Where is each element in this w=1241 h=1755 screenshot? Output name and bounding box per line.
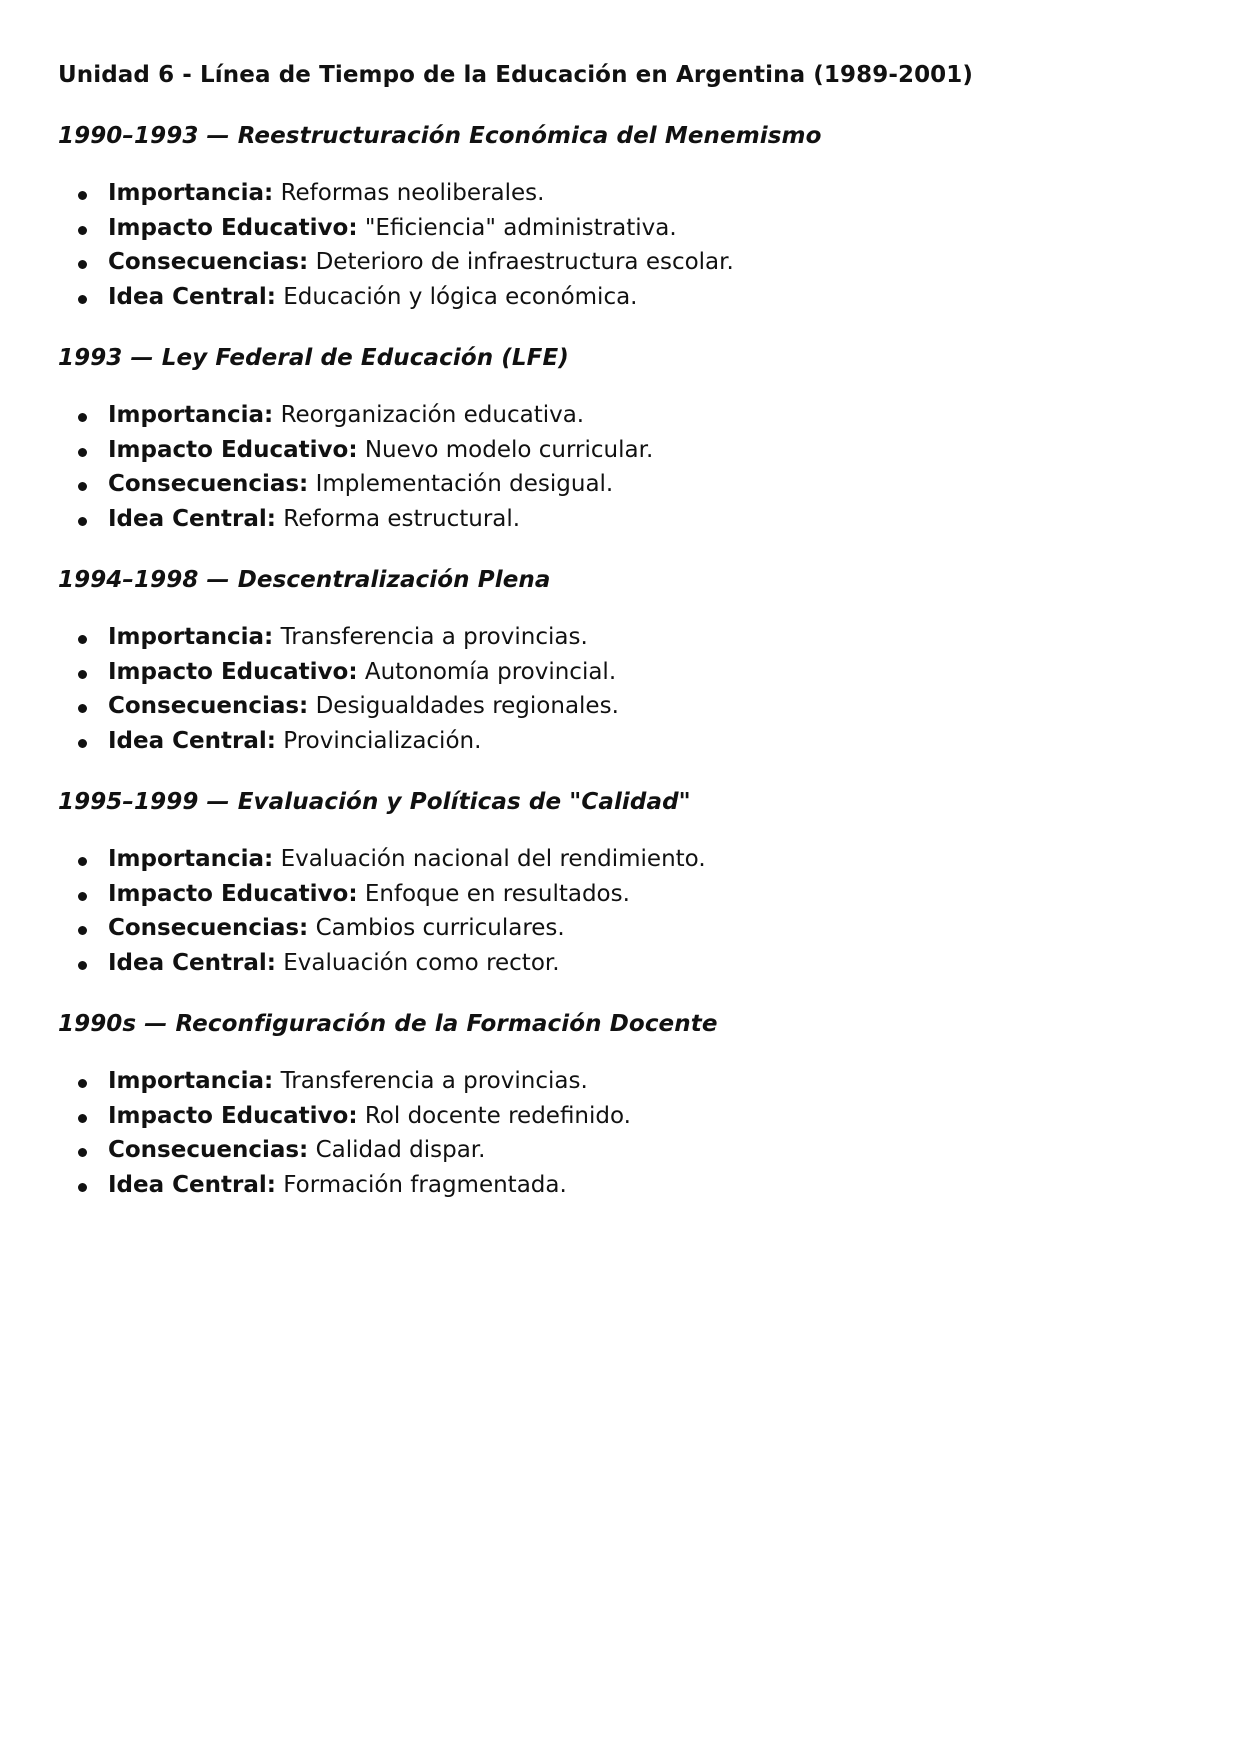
- item-text: Transferencia a provincias.: [273, 1068, 588, 1094]
- item-text: Evaluación como rector.: [275, 949, 560, 976]
- list-item: [58, 176, 1178, 211]
- list-item: [58, 842, 1178, 877]
- item-text: Autonomía provincial.: [357, 658, 617, 685]
- item-label: Importancia:: [108, 846, 274, 872]
- bullet-icon: [78, 1079, 87, 1088]
- bullet-icon: [78, 635, 87, 644]
- item-label: Importancia:: [108, 180, 274, 206]
- bullet-icon: [78, 892, 87, 901]
- item-text: Cambios curriculares.: [308, 915, 565, 941]
- list-item: [58, 467, 1178, 502]
- list-item: [58, 1133, 1178, 1168]
- item-label: Consecuencias:: [108, 915, 309, 941]
- item-text: Implementación desigual.: [308, 471, 614, 497]
- list-item: [58, 911, 1178, 946]
- item-text: Desigualdades regionales.: [308, 693, 619, 719]
- timeline-section: [58, 1007, 1178, 1202]
- list-item: [58, 211, 1178, 246]
- bullet-icon: [78, 517, 87, 526]
- section-item-list: [58, 398, 1178, 536]
- bullet-icon: [78, 413, 87, 422]
- list-item: [58, 245, 1178, 280]
- bullet-icon: [78, 961, 87, 970]
- bullet-icon: [78, 670, 87, 679]
- item-label: Idea Central:: [108, 283, 276, 310]
- list-item: [58, 620, 1178, 655]
- section-heading: 1994–1998 — Descentralización Plena: [58, 567, 551, 593]
- item-label: Impacto Educativo:: [108, 214, 358, 241]
- section-heading: 1990–1993 — Reestructuración Económica del Menemismo: [58, 123, 822, 149]
- timeline-section: [58, 785, 1178, 980]
- item-label: Idea Central:: [108, 727, 276, 754]
- bullet-icon: [78, 739, 87, 748]
- item-text: "Eficiencia" administrativa.: [357, 214, 677, 241]
- bullet-icon: [78, 857, 87, 866]
- list-item: [58, 655, 1178, 690]
- section-heading: 1995–1999 — Evaluación y Políticas de "Calidad": [58, 789, 691, 815]
- item-text: Reforma estructural.: [275, 505, 521, 532]
- bullet-icon: [78, 448, 87, 457]
- timeline-section: [58, 563, 1178, 758]
- item-label: Importancia:: [108, 1068, 274, 1094]
- item-label: Idea Central:: [108, 1171, 276, 1198]
- bullet-icon: [78, 191, 87, 200]
- bullet-icon: [78, 295, 87, 304]
- list-item: [58, 946, 1178, 981]
- item-text: Enfoque en resultados.: [357, 880, 630, 907]
- item-text: Reformas neoliberales.: [273, 180, 545, 206]
- section-heading: 1993 — Ley Federal de Educación (LFE): [58, 345, 569, 371]
- bullet-icon: [78, 1183, 87, 1192]
- item-label: Importancia:: [108, 624, 274, 650]
- item-label: Importancia:: [108, 402, 274, 428]
- item-text: Nuevo modelo curricular.: [357, 436, 654, 463]
- item-label: Idea Central:: [108, 505, 276, 532]
- list-item: [58, 502, 1178, 537]
- section-item-list: [58, 620, 1178, 758]
- section-item-list: [58, 1064, 1178, 1202]
- list-item: [58, 398, 1178, 433]
- list-item: [58, 1064, 1178, 1099]
- list-item: [58, 433, 1178, 468]
- item-text: Deterioro de infraestructura escolar.: [308, 249, 734, 275]
- document-page: [58, 58, 1178, 1202]
- item-text: Provincialización.: [275, 727, 482, 754]
- item-text: Evaluación nacional del rendimiento.: [273, 846, 706, 872]
- bullet-icon: [78, 704, 87, 713]
- list-item: [58, 689, 1178, 724]
- item-label: Consecuencias:: [108, 471, 309, 497]
- list-item: [58, 724, 1178, 759]
- bullet-icon: [78, 226, 87, 235]
- item-label: Impacto Educativo:: [108, 880, 358, 907]
- item-label: Impacto Educativo:: [108, 1102, 358, 1129]
- bullet-icon: [78, 260, 87, 269]
- item-label: Consecuencias:: [108, 1137, 309, 1163]
- item-label: Impacto Educativo:: [108, 658, 358, 685]
- timeline-section: [58, 119, 1178, 314]
- item-label: Idea Central:: [108, 949, 276, 976]
- bullet-icon: [78, 1114, 87, 1123]
- bullet-icon: [78, 482, 87, 491]
- item-text: Educación y lógica económica.: [275, 283, 638, 310]
- list-item: [58, 1099, 1178, 1134]
- item-label: Consecuencias:: [108, 693, 309, 719]
- item-text: Formación fragmentada.: [275, 1171, 567, 1198]
- item-label: Consecuencias:: [108, 249, 309, 275]
- section-item-list: [58, 842, 1178, 980]
- list-item: [58, 877, 1178, 912]
- bullet-icon: [78, 926, 87, 935]
- bullet-icon: [78, 1148, 87, 1157]
- document-title: Unidad 6 - Línea de Tiempo de la Educación en Argentina (1989-2001): [58, 62, 973, 88]
- item-text: Calidad dispar.: [308, 1137, 486, 1163]
- section-item-list: [58, 176, 1178, 314]
- timeline-section: [58, 341, 1178, 536]
- list-item: [58, 280, 1178, 315]
- item-text: Transferencia a provincias.: [273, 624, 588, 650]
- list-item: [58, 1168, 1178, 1203]
- item-label: Impacto Educativo:: [108, 436, 358, 463]
- item-text: Reorganización educativa.: [273, 402, 585, 428]
- item-text: Rol docente redefinido.: [357, 1102, 631, 1129]
- section-heading: 1990s — Reconfiguración de la Formación Docente: [58, 1011, 718, 1037]
